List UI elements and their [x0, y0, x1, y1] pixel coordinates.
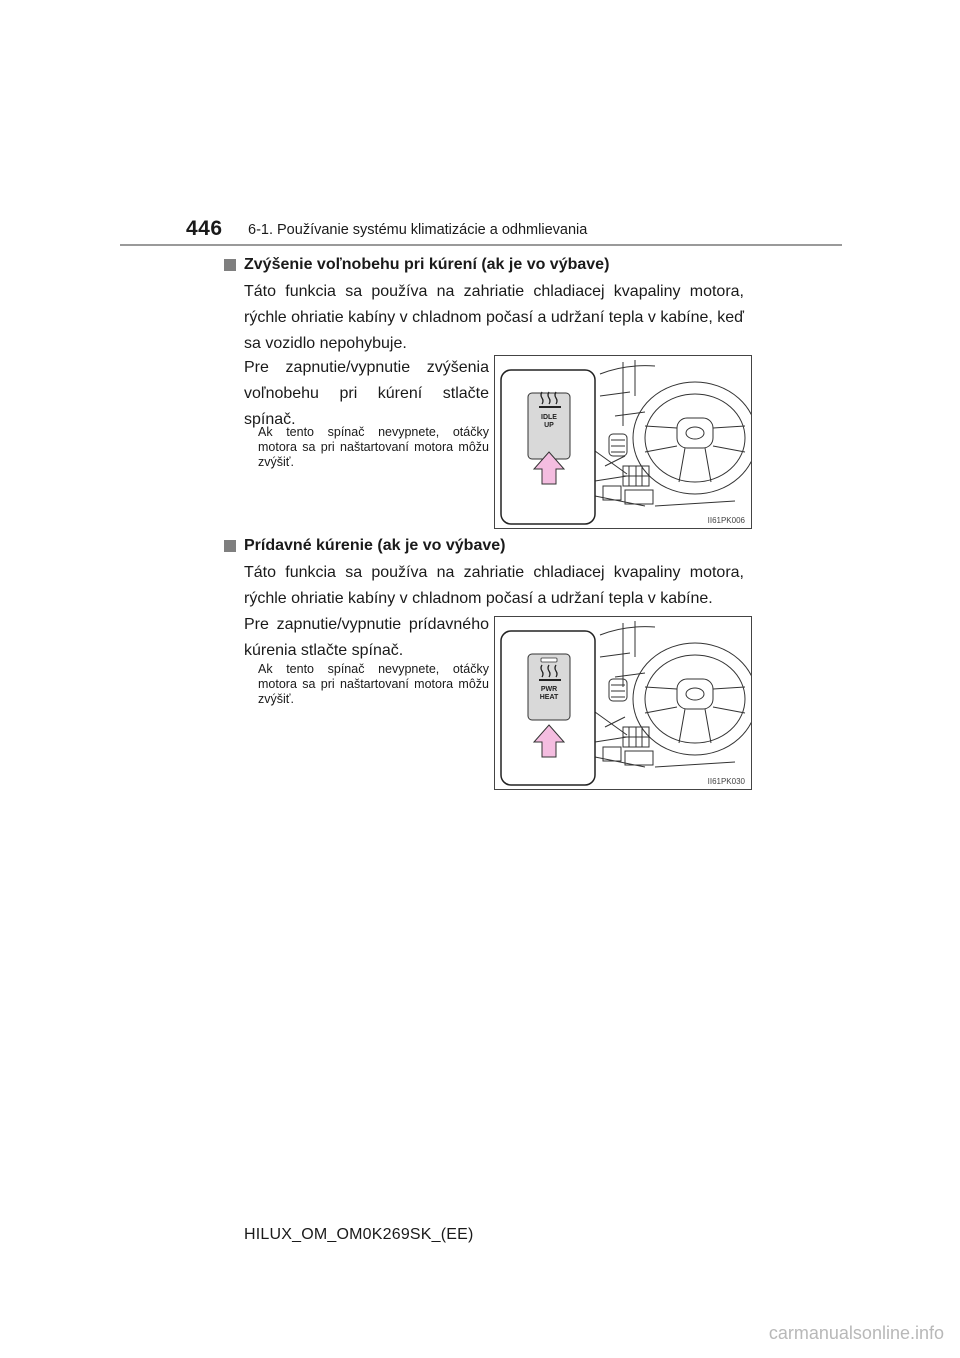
switch-label-line1: PWR: [540, 686, 558, 693]
dashboard-illustration: [495, 356, 751, 528]
figure-pwr-heat: [494, 616, 752, 790]
figure-code: II61PK030: [707, 777, 745, 786]
section-heading-text: Zvýšenie voľnobehu pri kúrení (ak je vo výbave): [244, 256, 610, 273]
section-intro: Táto funkcia sa používa na zahriatie chladiacej kvapaliny motora, rýchle ohriatie kabíny v chladnom počasí a udržaní tepla v kabíne, keď sa vozidlo nepohybuje.: [244, 283, 744, 352]
section-heading: [224, 537, 505, 555]
indicator-light-icon: [541, 658, 557, 662]
section-heading-text: Prídavné kúrenie (ak je vo výbave): [244, 537, 506, 554]
section-note: Ak tento spínač nevypnete, otáčky motora sa pri naštartovaní motora môžu zvýšiť.: [258, 662, 489, 706]
switch-label-line2: UP: [544, 422, 554, 429]
section-heading: [224, 256, 609, 274]
dashboard-illustration: [495, 617, 751, 789]
figure-idle-up: [494, 355, 752, 529]
document-id: HILUX_OM_OM0K269SK_(EE): [244, 1226, 474, 1243]
heading-square-icon: [224, 259, 236, 271]
heading-square-icon: [224, 540, 236, 552]
section-instruction: Pre zapnutie/vypnutie zvýšenia voľnobehu pri kúrení stlačte spínač.: [244, 359, 489, 428]
header-rule: [120, 244, 842, 246]
switch-label-line2: HEAT: [539, 694, 559, 701]
section-note: Ak tento spínač nevypnete, otáčky motora sa pri naštartovaní motora môžu zvýšiť.: [258, 425, 489, 469]
section-instruction: Pre zapnutie/vypnutie prídavného kúrenia stlačte spínač.: [244, 616, 489, 659]
switch-label-line1: IDLE: [541, 414, 557, 421]
section-intro: Táto funkcia sa používa na zahriatie chladiacej kvapaliny motora, rýchle ohriatie kabíny v chladnom počasí a udržaní tepla v kabíne.: [244, 564, 744, 607]
figure-code: II61PK006: [707, 516, 745, 525]
page-number: 446: [186, 217, 223, 240]
chapter-title: 6-1. Používanie systému klimatizácie a odhmlievania: [248, 222, 588, 238]
watermark: carmanualsonline.info: [768, 1323, 944, 1343]
